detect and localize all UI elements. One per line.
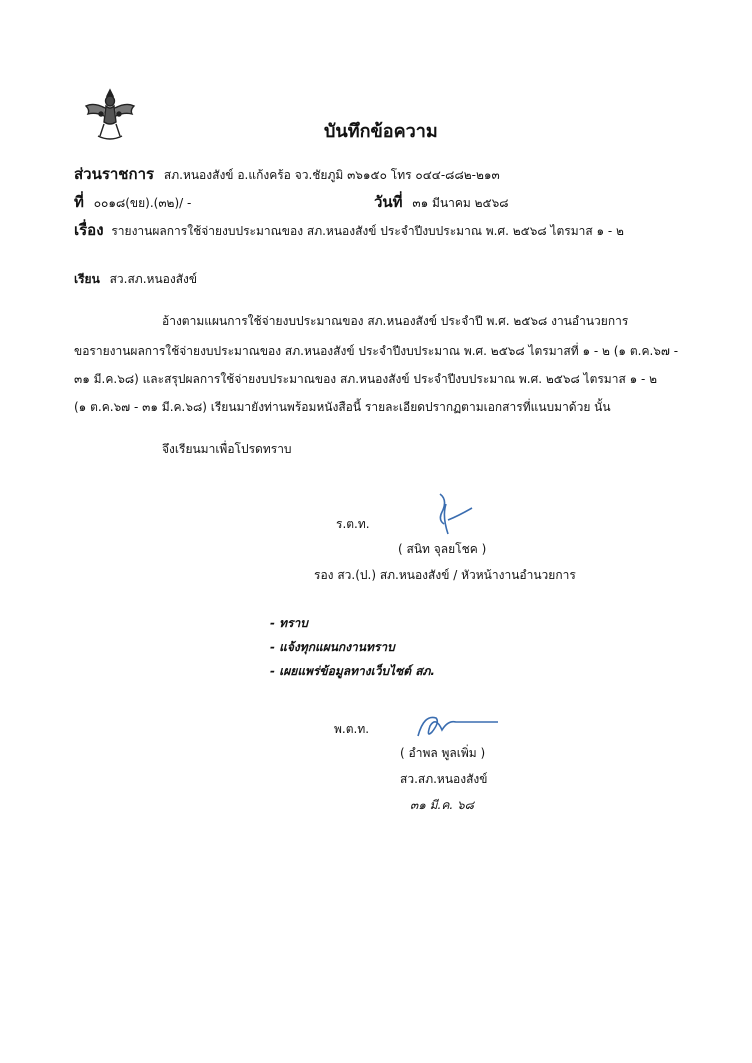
- closing-line: จึงเรียนมาเพื่อโปรดทราบ: [162, 442, 292, 456]
- signature-2-rank: พ.ต.ท.: [334, 722, 370, 736]
- salutation-label: เรียน: [74, 272, 100, 286]
- subject-row: [74, 218, 624, 242]
- body-line-2: ขอรายงานผลการใช้จ่ายงบประมาณของ สภ.หนองสังข์ ประจำปีงบประมาณ พ.ศ. ๒๕๖๘ ไตรมาสที่ ๑ - ๒ (๑ ต.ค.๖๗ -: [74, 344, 679, 358]
- date-value: ๓๑ มีนาคม ๒๕๖๘: [412, 196, 509, 210]
- body-line-1: อ้างตามแผนการใช้จ่ายงบประมาณของ สภ.หนองสังข์ ประจำปี พ.ศ. ๒๕๖๘ งานอำนวยการ: [162, 314, 629, 328]
- memo-title: บันทึกข้อความ: [324, 121, 438, 142]
- subject-label: เรื่อง: [74, 221, 104, 239]
- reference-row: [74, 190, 191, 214]
- order-item-1: - ทราบ: [270, 616, 308, 630]
- reference-value: ๐๐๑๘(ขย).(๓๒)/ -: [93, 196, 192, 210]
- subject-value: รายงานผลการใช้จ่ายงบประมาณของ สภ.หนองสังข์ ประจำปีงบประมาณ พ.ศ. ๒๕๖๘ ไตรมาส ๑ - ๒: [111, 224, 624, 238]
- reference-label: ที่: [74, 193, 84, 211]
- body-line-4: (๑ ต.ค.๖๗ - ๓๑ มี.ค.๖๘) เรียนมายังท่านพร้อมหนังสือนี้ รายละเอียดปรากฏตามเอกสารที่แนบมาด้วย นั้น: [74, 400, 611, 414]
- garuda-emblem-icon: [80, 84, 140, 144]
- department-row: [74, 162, 500, 186]
- order-item-2: - แจ้งทุกแผนกงานทราบ: [270, 640, 395, 654]
- signature-2-name: ( อำพล พูลเพิ่ม ): [400, 746, 486, 760]
- signature-2-mark: [412, 708, 502, 742]
- salutation-row: [74, 270, 197, 289]
- signature-1-position: รอง สว.(ป.) สภ.หนองสังข์ / หัวหน้างานอำนวยการ: [314, 568, 576, 582]
- department-value: สภ.หนองสังข์ อ.แก้งคร้อ จว.ชัยภูมิ ๓๖๑๕๐ โทร ๐๔๔-๘๘๒-๒๑๓: [163, 168, 500, 182]
- department-label: ส่วนราชการ: [74, 165, 155, 183]
- signature-2-date: ๓๑ มี.ค. ๖๘: [410, 798, 474, 812]
- order-item-3: - เผยแพร่ข้อมูลทางเว็บไซต์ สภ.: [270, 664, 435, 678]
- date-row: [374, 190, 509, 214]
- body-line-3: ๓๑ มี.ค.๖๘) และสรุปผลการใช้จ่ายงบประมาณของ สภ.หนองสังข์ ประจำปีงบประมาณ พ.ศ. ๒๕๖๘ ไตรมาส ๑ - ๒: [74, 372, 658, 386]
- salutation-value: สว.สภ.หนองสังข์: [109, 272, 198, 286]
- signature-1-rank: ร.ต.ท.: [336, 517, 370, 531]
- date-label: วันที่: [374, 193, 403, 211]
- signature-1-name: ( สนิท จุลยโชค ): [398, 542, 487, 556]
- signature-2-position: สว.สภ.หนองสังข์: [400, 772, 488, 786]
